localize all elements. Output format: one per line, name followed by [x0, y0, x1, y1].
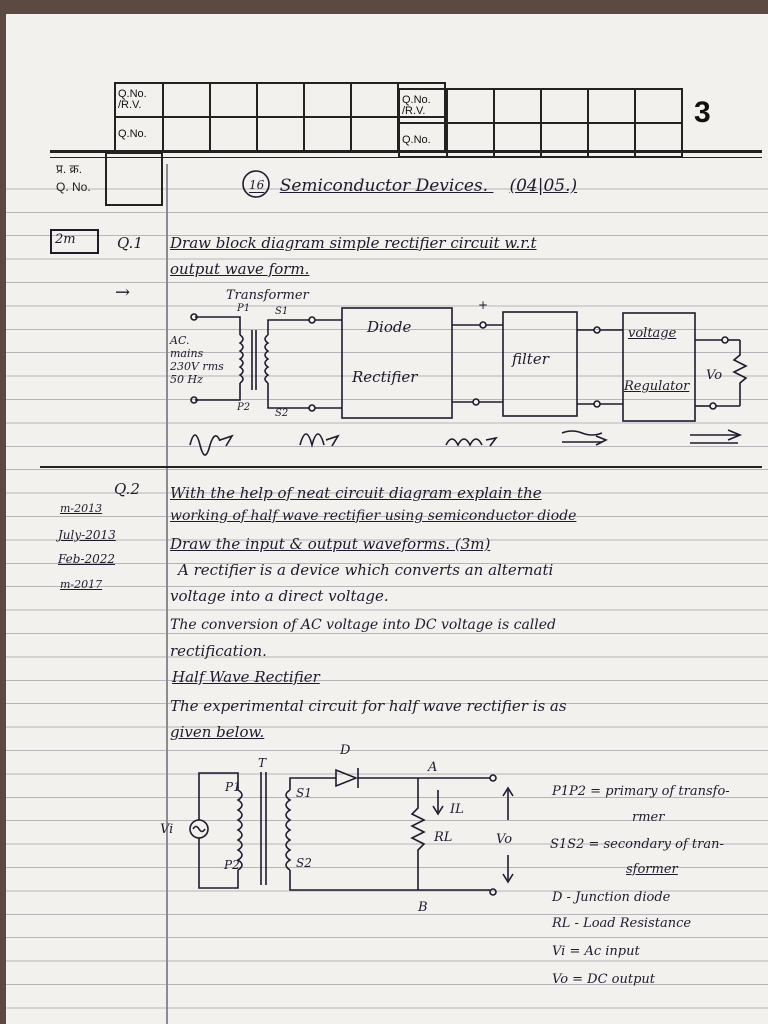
qno-rv-label-right: Q.No. /R.V.	[399, 89, 447, 123]
wave-ac	[190, 435, 220, 455]
legend-2: rmer	[632, 810, 665, 825]
qno-rv-label: Q.No. /R.V.	[115, 83, 163, 117]
page-number: 3	[694, 96, 711, 129]
circuit-t: T	[258, 756, 267, 770]
pq-label-en: Q. No.	[56, 180, 91, 194]
q2-line-7: rectification.	[170, 642, 267, 660]
legend-7: Vi = Ac input	[552, 944, 640, 959]
wave-ripple	[562, 431, 602, 435]
voltage-label: voltage	[628, 326, 677, 341]
legend-6: RL - Load Resistance	[552, 916, 692, 931]
ac-mains-line2: mains	[170, 347, 204, 360]
circuit-a: A	[428, 760, 438, 775]
circuit-il: IL	[450, 802, 464, 817]
p2-label: P2	[237, 402, 251, 413]
qno-label-right: Q.No.	[399, 123, 447, 157]
diode-symbol	[336, 770, 356, 786]
q1-text-line2: output wave form.	[170, 260, 310, 278]
rectifier-label: Rectifier	[352, 368, 418, 386]
q2-line-9: The experimental circuit for half wave rectifier is as	[170, 697, 567, 715]
circuit-rl: RL	[434, 830, 453, 845]
ac-mains-label	[170, 334, 224, 386]
q1-marks: 2m	[55, 232, 76, 247]
chapter-number: 16	[249, 178, 265, 192]
chapter-date: (04|05.)	[509, 176, 578, 196]
circuit-vi: Vi	[160, 822, 174, 837]
diode-label: Diode	[367, 318, 412, 336]
secondary-winding	[286, 790, 290, 870]
vo-label: Vo	[706, 368, 723, 383]
wave-rectified	[300, 434, 324, 445]
q2-line-6: The conversion of AC voltage into DC voltage is called	[170, 617, 557, 633]
s2-label: S2	[275, 408, 289, 419]
circuit-b: B	[418, 900, 428, 915]
q1-arrow: →	[115, 282, 131, 303]
ac-mains-line3: 230V rms	[170, 360, 224, 373]
transformer-label: Transformer	[226, 288, 309, 303]
ac-mains-line1: AC.	[170, 334, 190, 347]
q2-line-2: working of half wave rectifier using semiconductor diode	[170, 508, 577, 524]
year-4: m-2017	[60, 578, 103, 591]
regulator-label: Regulator	[624, 379, 690, 394]
legend-3: S1S2 = secondary of tran-	[550, 837, 724, 852]
q2-line-5: voltage into a direct voltage.	[170, 587, 389, 605]
load-resistor	[734, 340, 746, 406]
qno-label: Q.No.	[115, 117, 163, 151]
q1-number: Q.1	[117, 234, 143, 252]
legend-4: sformer	[626, 862, 678, 877]
secondary-coil	[265, 335, 268, 383]
filter-label: filter	[512, 350, 549, 368]
plus-label: +	[478, 298, 489, 312]
q2-number: Q.2	[114, 480, 140, 498]
q2-line-8: Half Wave Rectifier	[172, 668, 320, 686]
year-2: July-2013	[58, 528, 116, 542]
circuit-p2: P2	[224, 858, 240, 872]
p1-label: P1	[237, 303, 251, 314]
chapter-title: Semiconductor Devices.	[279, 176, 489, 196]
rl-resistor	[412, 778, 424, 890]
circuit-p1: P1	[225, 780, 241, 794]
year-1: m-2013	[60, 502, 103, 515]
ac-mains-line4: 50 Hz	[170, 373, 203, 386]
q2-line-3: Draw the input & output waveforms. (3m)	[170, 535, 491, 553]
q2-line-10: given below.	[170, 723, 265, 741]
circuit-d: D	[340, 743, 351, 758]
q2-line-1: With the help of neat circuit diagram explain the	[170, 484, 542, 502]
chapter-title-line	[237, 176, 577, 196]
legend-1: P1P2 = primary of transfo-	[552, 784, 730, 799]
primary-coil	[240, 335, 243, 383]
circuit-s1: S1	[296, 786, 312, 800]
pq-label-hi: प्र. क्र.	[56, 162, 83, 176]
circuit-s2: S2	[296, 856, 312, 870]
q2-line-4: A rectifier is a device which converts an alternati	[178, 561, 554, 579]
legend-5: D - Junction diode	[552, 890, 671, 905]
s1-label: S1	[275, 306, 289, 317]
year-3: Feb-2022	[58, 552, 116, 566]
wave-filtered	[446, 439, 482, 445]
circuit-vo: Vo	[496, 832, 513, 847]
q1-text-line1: Draw block diagram simple rectifier circuit w.r.t	[170, 234, 537, 252]
legend-8: Vo = DC output	[552, 972, 656, 987]
